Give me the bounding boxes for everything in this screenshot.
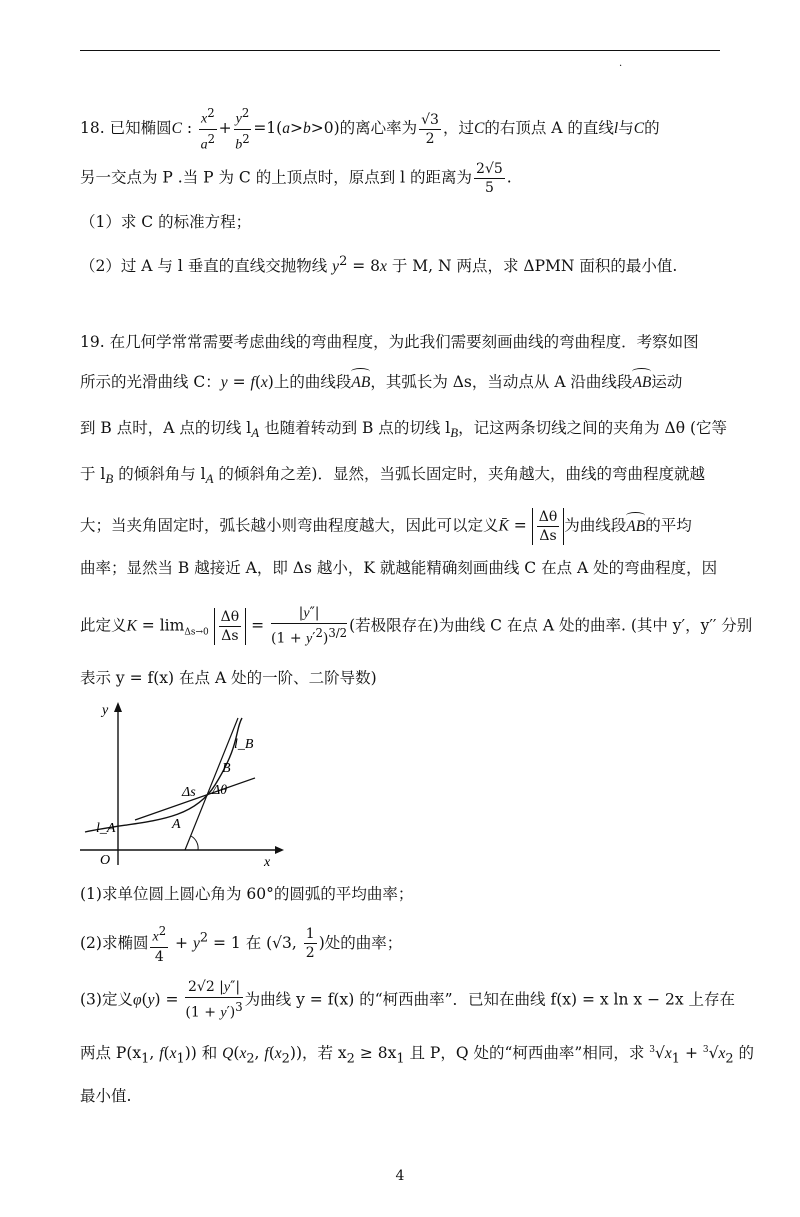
q19-text: 上的曲线段 xyxy=(273,373,352,391)
q19-line4: 于 $l_B$ 的倾斜角与 $l_A$ 的倾斜角之差)．显然，当弧长固定时，夹角越大，曲线的弯曲程度就越 xyxy=(80,465,705,487)
q18-part1: （1）求 C 的标准方程； xyxy=(80,213,252,231)
q18-text: 的离心率为 xyxy=(339,119,418,138)
frac-sqrt3-2: $\frac{√3}{2}$ xyxy=(421,111,439,147)
label-delta-theta: Δθ xyxy=(212,783,228,798)
q19-text: 运动 xyxy=(651,373,683,391)
q18-part2: （2）过 A 与 l 垂直的直线交抛物线 $y^2 = 8x$ 于 M, N 两点，求 ΔPMN 面积的最小值. xyxy=(80,254,678,276)
curve-c xyxy=(85,718,242,832)
header-dot: . xyxy=(619,58,623,69)
q18-line2: 另一交点为 P .当 P 为 C 的上顶点时，原点到 l 的距离为 $\frac{2√5}{5}$ . xyxy=(80,161,512,196)
q19-text: 为曲线段 xyxy=(564,516,627,535)
label-A: A xyxy=(172,817,181,832)
q19-text: (3)定义 xyxy=(80,990,133,1009)
header-rule xyxy=(80,50,720,51)
q19-line1: 19. 在几何学常常需要考虑曲线的弯曲程度，为此我们需要刻画曲线的弯曲程度．考察如图 xyxy=(80,333,699,351)
curve-figure xyxy=(80,700,290,870)
q19-text: ，记这两条切线之间的夹角为 Δθ (它等 xyxy=(458,419,728,437)
arc-AB: AB xyxy=(632,371,651,395)
label-lB: l_B xyxy=(234,737,254,752)
q19-text: ≥ 8x xyxy=(354,1044,397,1063)
q19-p3-line2: 两点 $P(x_1$, $f(x_1)$) 和 $Q(x_2$, $f(x_2)$)，若 $x_2 \ge 8x_1$ 且 P，Q 处的“柯西曲率”相同，求 $^3√x_1 + ^3√x_2$ 的 xyxy=(80,1044,755,1067)
q18-text: 的 xyxy=(644,119,660,138)
angle-arc xyxy=(191,836,198,850)
q19-text: 于 l xyxy=(80,465,106,483)
q19-p2: (2)求椭圆 $\frac{x^2}{4}$ + $y^2 = 1$ 在 (√3, $\frac{1}{2}$ )处的曲率； xyxy=(80,924,403,965)
q19-text: 的倾斜角之差)．显然，当弧长固定时，夹角越大，曲线的弯曲程度就越 xyxy=(213,465,705,483)
label-y: y xyxy=(102,703,109,718)
frac-x2-a2: $\frac{x^2}{a^2}$ xyxy=(200,106,216,153)
q18-text: 于 M, N 两点，求 ΔPMN 面积的最小值. xyxy=(391,257,678,276)
q19-text: (2)求椭圆 xyxy=(80,933,149,952)
curvature-formula: $\frac{|y''|}{(1 + y'^2)^{3/2}}$ xyxy=(271,605,348,647)
cauchy-curvature-formula: $\frac{2√2 |y''|}{(1 + y')^3}$ xyxy=(185,979,243,1021)
q19-text: 大；当夹角固定时，弧长越小则弯曲程度越大，因此可以定义 xyxy=(80,516,499,535)
q19-text: 此定义 xyxy=(80,616,127,635)
q19-text: ，其弧长为 Δs，当动点从 A 沿曲线段 xyxy=(370,373,633,391)
q19-text: 的倾斜角与 l xyxy=(113,465,206,483)
q19-text: 两点 P(x xyxy=(80,1044,142,1063)
page-number: 4 xyxy=(395,1168,405,1184)
q19-text: 所示的光滑曲线 C： xyxy=(80,373,221,391)
label-lA: l_A xyxy=(96,821,116,836)
label-O: O xyxy=(100,853,111,868)
label-delta-s: Δs xyxy=(182,785,196,800)
frac-y2-b2: $\frac{y^2}{b^2}$ xyxy=(235,106,250,153)
q19-text: 为曲线 y = f(x) 的“柯西曲率”．已知在曲线 f(x) = x ln x − 2x 上存在 xyxy=(244,990,736,1009)
q19-line8: 表示 y = f(x) 在点 A 处的一阶、二阶导数) xyxy=(80,669,377,687)
q19-text: 且 P，Q 处的“柯西曲率”相同，求 xyxy=(404,1044,645,1063)
label-x: x xyxy=(264,855,271,870)
q18-text: 与 xyxy=(618,119,634,138)
q18-number: 18. xyxy=(80,119,105,138)
q19-p1: (1)求单位圆上圆心角为 60°的圆弧的平均曲率； xyxy=(80,885,414,903)
q19-text: 处的曲率； xyxy=(324,933,403,952)
q18-text: （2）过 A 与 l 垂直的直线交抛物线 xyxy=(80,257,328,276)
q19-line7: 此定义$K = \lim_{\Delta s\to 0}$ $\frac{\Delta\theta}{\Delta s}$ = $\frac{|y''|}{(1 + y'^2)^{3/2}}$ (若极限存在)为曲线 C 在点 A 处的曲率. (其中 y′，y′′ 分别 xyxy=(80,605,753,647)
q19-p3-line3: 最小值. xyxy=(80,1087,132,1105)
q18-text: 另一交点为 P .当 P 为 C 的上顶点时，原点到 l 的距离为 xyxy=(80,168,473,187)
q18-text: 已知椭圆 xyxy=(109,119,172,138)
q18-text: 的右顶点 A 的直线 xyxy=(484,119,614,138)
q19-line6: 曲率；显然当 B 越接近 A，即 Δs 越小，K 就越能精确刻画曲线 C 在点 A 处的弯曲程度，因 xyxy=(80,559,718,577)
frac-2sqrt5-5: $\frac{2√5}{5}$ xyxy=(476,161,503,196)
q19-line5: 大；当夹角固定时，弧长越小则弯曲程度越大，因此可以定义K̄ = $\frac{\Delta\theta}{\Delta s}$ 为曲线段AB的平均 xyxy=(80,509,692,544)
q19-text: 的 xyxy=(738,1044,755,1063)
q18-text: ，过 xyxy=(442,119,474,138)
q19-text: 也随着转动到 B 点的切线 l xyxy=(259,419,451,437)
arc-AB: AB xyxy=(351,371,370,395)
q19-line2: 所示的光滑曲线 C：y = f(x)上的曲线段AB，其弧长为 Δs，当动点从 A 沿曲线段AB运动 xyxy=(80,370,720,395)
avg-curvature-formula: $\frac{\Delta\theta}{\Delta s}$ xyxy=(532,508,565,545)
x-axis-arrow xyxy=(275,846,284,854)
q19-p3: (3)定义φ(y) = $\frac{2√2 |y''|}{(1 + y')^3}$ 为曲线 y = f(x) 的“柯西曲率”．已知在曲线 f(x) = x ln x − 2x 上存在 xyxy=(80,979,736,1021)
q18-line1: 18. 已知椭圆C : $\frac{x^2}{a^2}$ + $\frac{y^2}{b^2}$ =1(a>b>0)的离心率为 $\frac{√3}{2}$ ，过C的右顶点 A 的直线l与C的 xyxy=(80,106,660,153)
label-B: B xyxy=(222,761,231,776)
q19-text: 到 B 点时，A 点的切线 l xyxy=(80,419,252,437)
q19-text: 的平均 xyxy=(645,516,692,535)
y-axis-arrow xyxy=(114,702,122,712)
arc-AB: AB xyxy=(626,515,645,539)
q19-text: (若极限存在)为曲线 C 在点 A 处的曲率. (其中 y′，y′′ 分别 xyxy=(349,616,753,635)
q19-text: ，若 x xyxy=(302,1044,347,1063)
q19-line3: 到 B 点时，A 点的切线 $l_A$ 也随着转动到 B 点的切线 $l_B$，记这两条切线之间的夹角为 Δθ (它等 xyxy=(80,419,728,441)
